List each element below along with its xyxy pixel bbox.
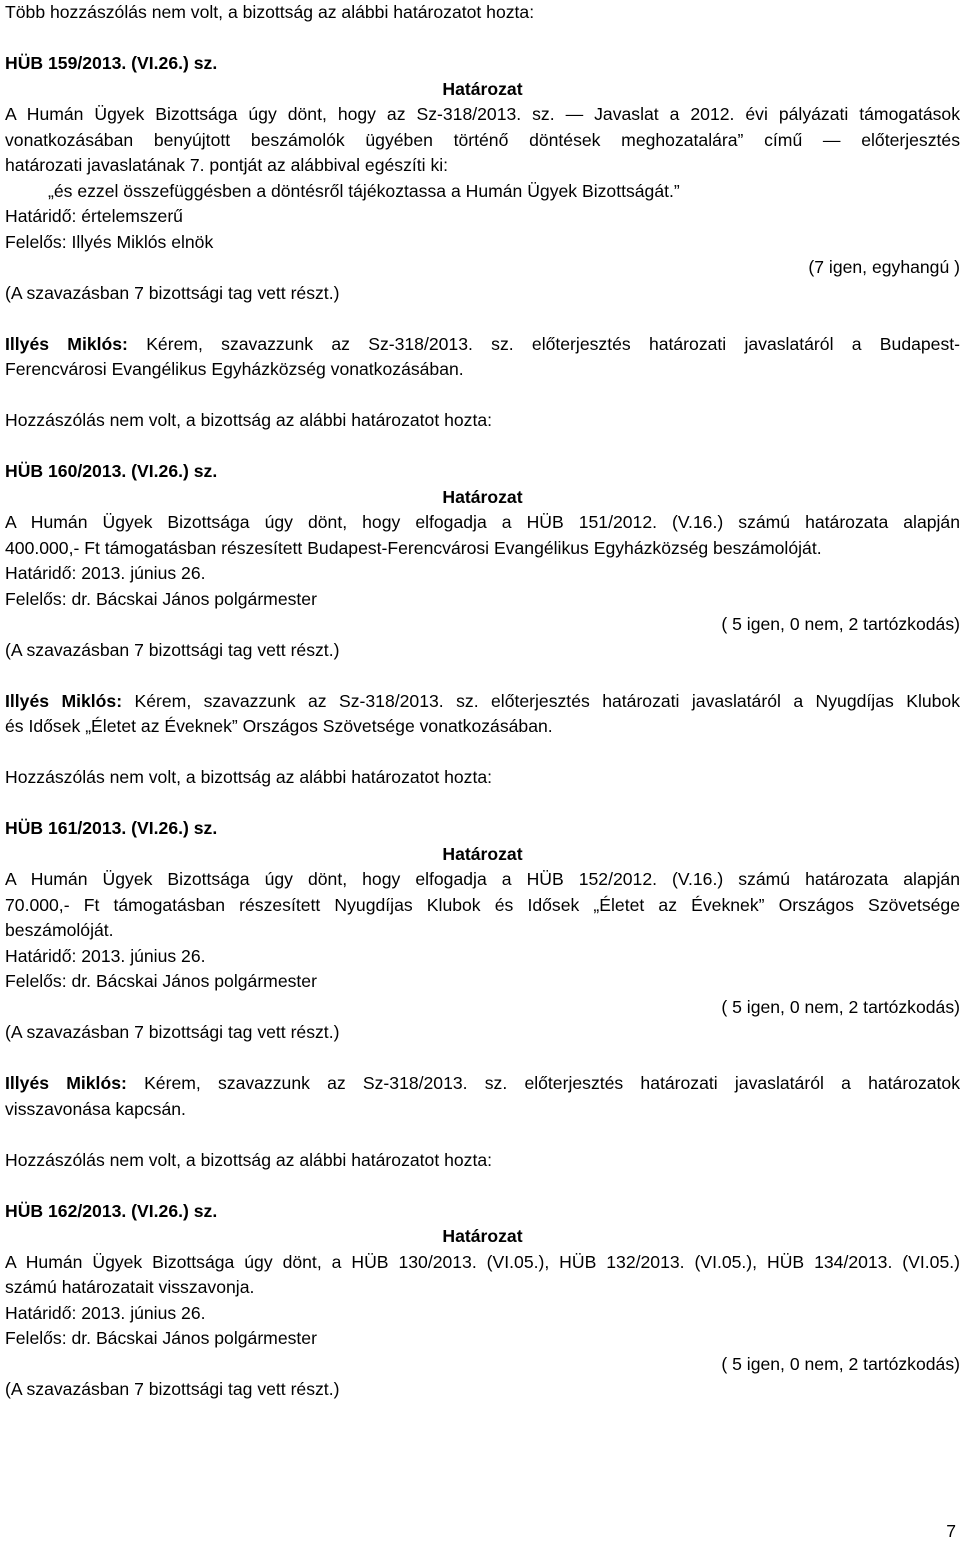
resolution-body-line: számú határozatait visszavonja. <box>5 1277 255 1297</box>
resolution-deadline: Határidő: 2013. június 26. <box>5 945 206 966</box>
resolution-heading: Határozat <box>442 1226 523 1246</box>
resolution-responsible: Felelős: dr. Bácskai János polgármester <box>5 588 317 609</box>
resolution-heading: Határozat <box>442 486 523 507</box>
speech-line: és Idősek „Életet az Éveknek” Országos Szövetsége vonatkozásában. <box>5 716 553 736</box>
vote-participants: (A szavazásban 7 bizottsági tag vett részt.) <box>5 1379 340 1399</box>
speech-1 <box>5 332 960 383</box>
speaker-name: Illyés Miklós: <box>5 690 123 711</box>
resolution-number: HÜB 162/2013. (VI.26.) sz. <box>5 1200 218 1221</box>
speech-line: Illyés Miklós: Kérem, szavazzunk az Sz-318/2013. sz. előterjesztés határozati javaslatáról a Budapest- <box>5 333 960 354</box>
speech-line: Illyés Miklós: Kérem, szavazzunk az Sz-318/2013. sz. előterjesztés határozati javaslatáról a Nyugdíjas Klubok <box>5 690 960 711</box>
resolution-heading: Határozat <box>442 78 523 99</box>
resolution-body-line: 70.000,- Ft támogatásban részesített Nyugdíjas Klubok és Idősek „Életet az Éveknek” Országos Szövetsége <box>5 894 960 915</box>
resolution-deadline: Határidő: 2013. június 26. <box>5 563 206 583</box>
speech-line: Ferencvárosi Evangélikus Egyházközség vonatkozásában. <box>5 359 464 379</box>
resolution-responsible: Felelős: dr. Bácskai János polgármester <box>5 971 317 991</box>
resolution-body-line: 400.000,- Ft támogatásban részesített Budapest-Ferencvárosi Evangélikus Egyházközség beszámolóját. <box>5 537 822 558</box>
speech-2 <box>5 689 960 740</box>
resolution-intro: Hozzászólás nem volt, a bizottság az alábbi határozatot hozta: <box>5 767 493 787</box>
vote-participants: (A szavazásban 7 bizottsági tag vett részt.) <box>5 639 340 660</box>
resolution-deadline: Határidő: értelemszerű <box>5 206 183 226</box>
speech-line: visszavonása kapcsán. <box>5 1098 186 1119</box>
resolution-number: HÜB 159/2013. (VI.26.) sz. <box>5 53 218 73</box>
speech-line: Illyés Miklós: Kérem, szavazzunk az Sz-318/2013. sz. előterjesztés határozati javaslatáról a határozatok <box>5 1073 960 1093</box>
resolution-161 <box>5 765 960 1046</box>
resolution-body-line: határozati javaslatának 7. pontját az alábbival egészíti ki: <box>5 155 449 175</box>
resolution-responsible: Felelős: Illyés Miklós elnök <box>5 231 214 252</box>
resolution-body-line: beszámolóját. <box>5 920 114 940</box>
vote-result: ( 5 igen, 0 nem, 2 tartózkodás) <box>721 1353 960 1374</box>
speaker-name: Illyés Miklós: <box>5 1073 127 1093</box>
resolution-intro: Több hozzászólás nem volt, a bizottság az alábbi határozatot hozta: <box>5 2 535 22</box>
vote-result: (7 igen, egyhangú ) <box>808 257 960 277</box>
vote-result: ( 5 igen, 0 nem, 2 tartózkodás) <box>721 614 960 634</box>
vote-participants: (A szavazásban 7 bizottsági tag vett részt.) <box>5 282 340 303</box>
resolution-body-line: A Humán Ügyek Bizottsága úgy dönt, hogy elfogadja a HÜB 151/2012. (V.16.) számú határozata alapján <box>5 512 960 532</box>
document-page <box>5 0 960 1403</box>
resolution-body-line: A Humán Ügyek Bizottsága úgy dönt, a HÜB 130/2013. (VI.05.), HÜB 132/2013. (VI.05.), HÜB 134/2013. (VI.05.) <box>5 1251 960 1272</box>
resolution-160 <box>5 408 960 663</box>
speech-3 <box>5 1071 960 1122</box>
resolution-body-line: A Humán Ügyek Bizottsága úgy dönt, hogy az Sz-318/2013. sz. ― Javaslat a 2012. évi pályázati támogatások <box>5 104 960 124</box>
resolution-heading: Határozat <box>442 843 523 864</box>
vote-participants: (A szavazásban 7 bizottsági tag vett részt.) <box>5 1022 340 1042</box>
resolution-deadline: Határidő: 2013. június 26. <box>5 1302 206 1323</box>
resolution-responsible: Felelős: dr. Bácskai János polgármester <box>5 1328 317 1348</box>
resolution-intro: Hozzászólás nem volt, a bizottság az alábbi határozatot hozta: <box>5 1149 493 1170</box>
resolution-body-line: A Humán Ügyek Bizottsága úgy dönt, hogy elfogadja a HÜB 152/2012. (V.16.) számú határozata alapján <box>5 869 960 889</box>
page-number: 7 <box>946 1521 956 1541</box>
resolution-quote: „és ezzel összefüggésben a döntésről tájékoztassa a Humán Ügyek Bizottságát.” <box>48 180 680 201</box>
resolution-body-line: vonatkozásában benyújtott beszámolók ügyében történő döntések meghozatalára” című ― előterjesztés <box>5 129 960 150</box>
vote-result: ( 5 igen, 0 nem, 2 tartózkodás) <box>721 996 960 1017</box>
resolution-number: HÜB 160/2013. (VI.26.) sz. <box>5 461 218 481</box>
resolution-intro: Hozzászólás nem volt, a bizottság az alábbi határozatot hozta: <box>5 410 493 430</box>
resolution-159 <box>5 0 960 306</box>
resolution-number: HÜB 161/2013. (VI.26.) sz. <box>5 818 218 838</box>
resolution-162 <box>5 1148 960 1403</box>
speaker-name: Illyés Miklós: <box>5 333 128 354</box>
